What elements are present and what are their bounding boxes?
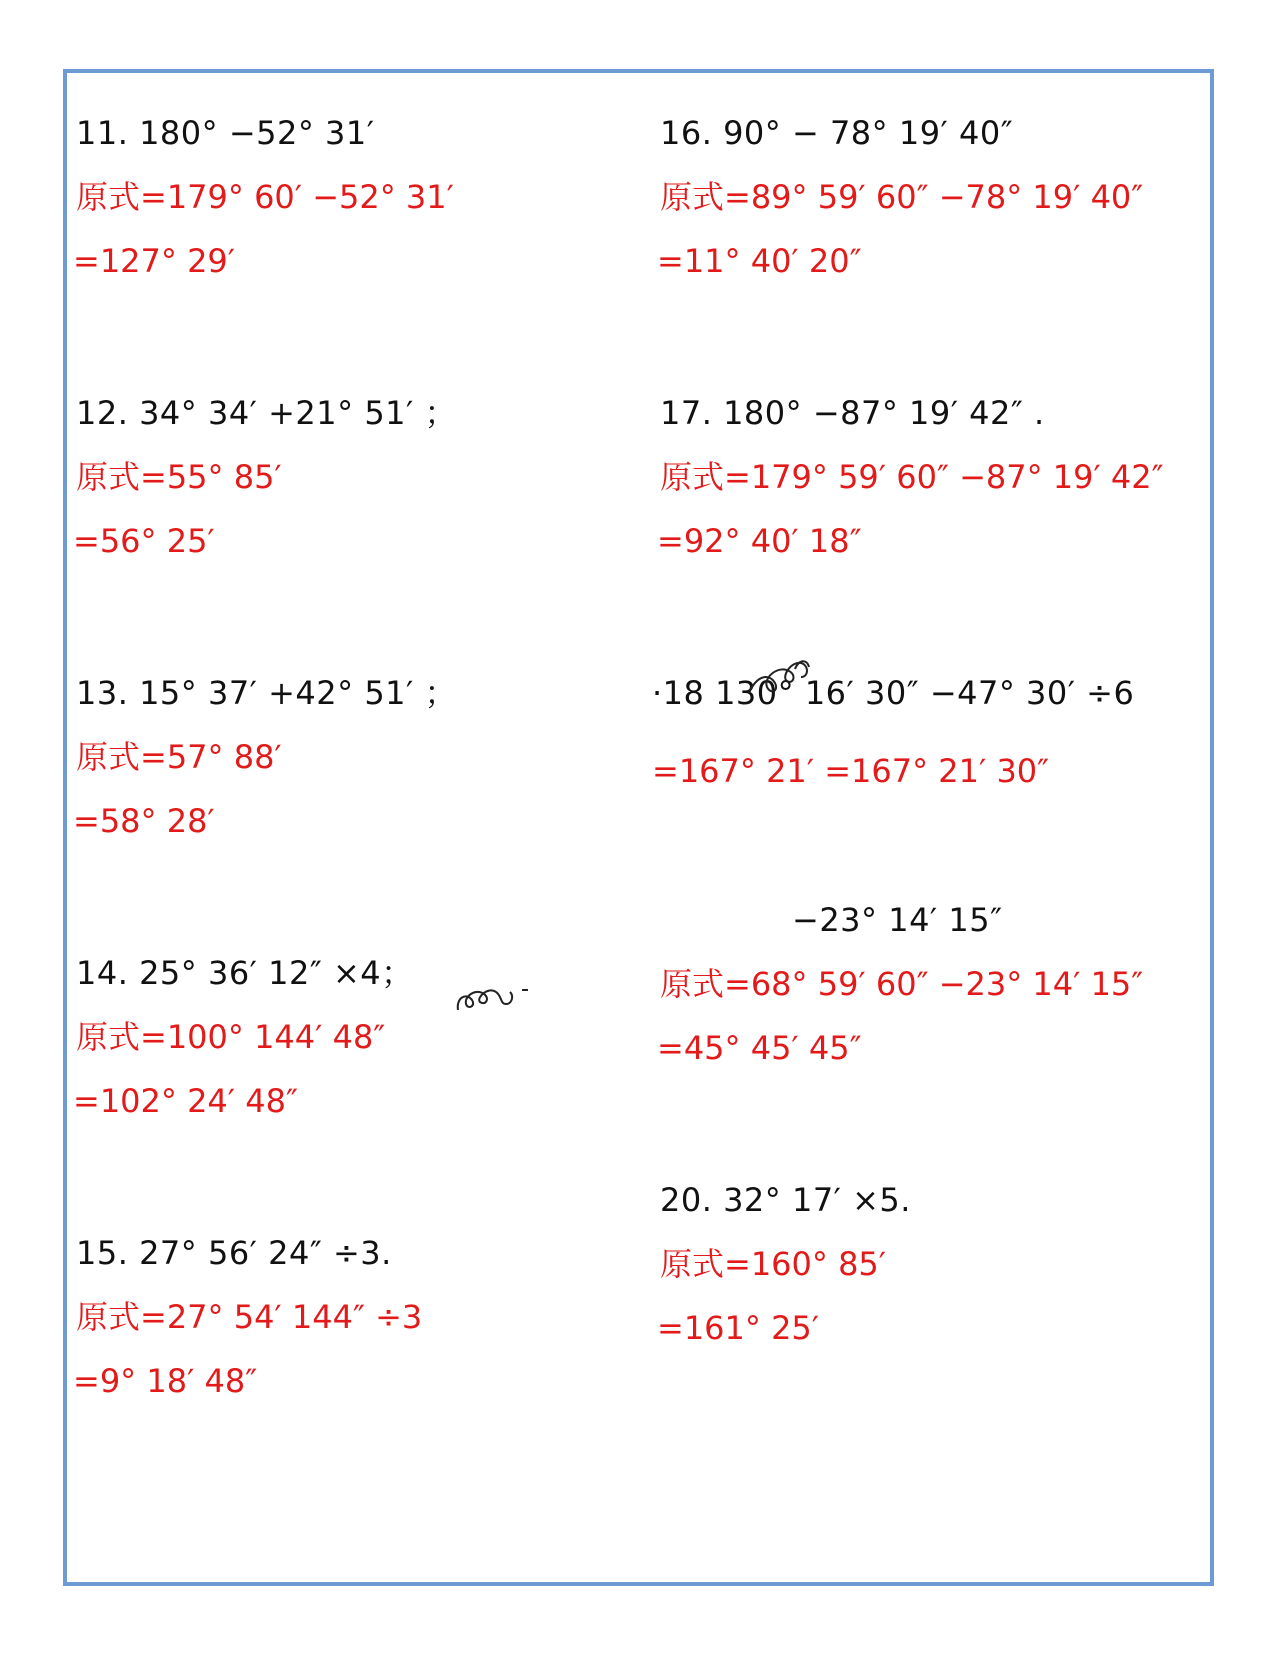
problem-15-step2: =9° 18′ 48″ xyxy=(73,1362,258,1400)
problem-13-step2: =58° 28′ xyxy=(73,802,215,840)
problem-11-question: 11. 180° −52° 31′ xyxy=(76,114,375,152)
problem-18-question: ·18 130° 16′ 30″ −47° 30′ ÷6 xyxy=(652,674,1135,712)
problem-13-step1: 原式=57° 88′ xyxy=(76,738,282,776)
worksheet-frame xyxy=(63,69,1214,1586)
problem-19-question: −23° 14′ 15″ xyxy=(792,901,1003,939)
problem-18-step1: =167° 21′ =167° 21′ 30″ xyxy=(652,752,1050,790)
problem-17-step1: 原式=179° 59′ 60″ −87° 19′ 42″ xyxy=(660,458,1164,496)
problem-14-step2: =102° 24′ 48″ xyxy=(73,1082,298,1120)
problem-19-step1: 原式=68° 59′ 60″ −23° 14′ 15″ xyxy=(660,965,1144,1003)
problem-12-question: 12. 34° 34′ +21° 51′ ； xyxy=(76,394,457,432)
problem-12-step2: =56° 25′ xyxy=(73,522,215,560)
problem-11-step1: 原式=179° 60′ −52° 31′ xyxy=(76,178,454,216)
problem-14-step1: 原式=100° 144′ 48″ xyxy=(76,1018,386,1056)
problem-20-step1: 原式=160° 85′ xyxy=(660,1245,887,1283)
problem-12-step1: 原式=55° 85′ xyxy=(76,458,282,496)
problem-13-question: 13. 15° 37′ +42° 51′ ； xyxy=(76,674,457,712)
problem-16-step1: 原式=89° 59′ 60″ −78° 19′ 40″ xyxy=(660,178,1144,216)
problem-15-question: 15. 27° 56′ 24″ ÷3. xyxy=(76,1234,392,1272)
problem-16-step2: =11° 40′ 20″ xyxy=(657,242,862,280)
problem-19-step2: =45° 45′ 45″ xyxy=(657,1029,862,1067)
problem-17-question: 17. 180° −87° 19′ 42″ . xyxy=(660,394,1045,432)
problem-16-question: 16. 90° − 78° 19′ 40″ xyxy=(660,114,1014,152)
problem-11-step2: =127° 29′ xyxy=(73,242,236,280)
flourish-ornament-icon xyxy=(452,980,532,1016)
problem-20-question: 20. 32° 17′ ×5. xyxy=(660,1181,911,1219)
problem-20-step2: =161° 25′ xyxy=(657,1309,820,1347)
problem-14-question: 14. 25° 36′ 12″ ×4； xyxy=(76,954,414,992)
problem-15-step1: 原式=27° 54′ 144″ ÷3 xyxy=(76,1298,423,1336)
problem-17-step2: =92° 40′ 18″ xyxy=(657,522,862,560)
flourish-ornament-icon xyxy=(745,655,815,699)
